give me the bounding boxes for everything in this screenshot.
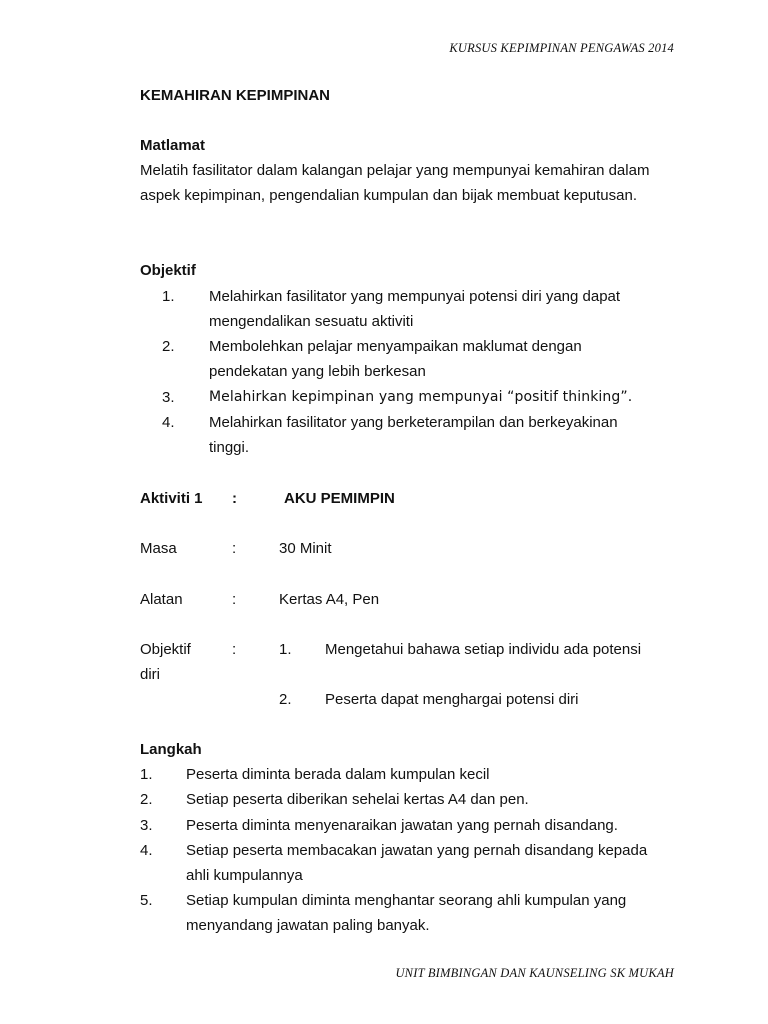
- objektif-item-text: tinggi.: [209, 439, 250, 456]
- langkah-item-number: 2.: [140, 791, 153, 808]
- objektif-item-text: Melahirkan fasilitator yang berketerampilan dan berkeyakinan: [209, 414, 618, 431]
- objektif-item-text: Melahirkan fasilitator yang mempunyai potensi diri yang dapat: [209, 288, 621, 305]
- langkah-item-number: 1.: [140, 766, 153, 783]
- masa-label: Masa: [140, 540, 177, 557]
- objektif-item-number: 4.: [162, 414, 175, 431]
- langkah-item-text: menyandang jawatan paling banyak.: [186, 917, 430, 934]
- page-footer: UNIT BIMBINGAN DAN KAUNSELING SK MUKAH: [395, 966, 674, 980]
- langkah-item-text: Setiap peserta diberikan sehelai kertas A4 dan pen.: [186, 791, 529, 808]
- langkah-item-text: Setiap peserta membacakan jawatan yang pernah disandang kepada: [186, 842, 648, 859]
- langkah-item-text: Setiap kumpulan diminta menghantar seorang ahli kumpulan yang: [186, 892, 627, 909]
- objektif-item-number: 1.: [162, 288, 175, 305]
- document-title: KEMAHIRAN KEPIMPINAN: [140, 87, 331, 104]
- page-header: KURSUS KEPIMPINAN PENGAWAS 2014: [449, 41, 674, 55]
- langkah-item-number: 3.: [140, 817, 153, 834]
- matlamat-heading: Matlamat: [140, 137, 206, 154]
- objektif-item-text: Membolehkan pelajar menyampaikan maklumat dengan: [209, 338, 582, 355]
- alatan-label: Alatan: [140, 591, 183, 608]
- objektif-diri-item-text: Peserta dapat menghargai potensi diri: [325, 691, 579, 708]
- langkah-item-text: ahli kumpulannya: [186, 867, 303, 884]
- langkah-item-text: Peserta diminta menyenaraikan jawatan yang pernah disandang.: [186, 817, 618, 834]
- matlamat-line: Melatih fasilitator dalam kalangan pelajar yang mempunyai kemahiran dalam: [140, 162, 650, 179]
- masa-value: 30 Minit: [279, 540, 332, 557]
- objektif-item-number: 3.: [162, 389, 175, 406]
- objektif-diri-label: Objektif: [140, 641, 191, 658]
- objektif-diri-item-text: Mengetahui bahawa setiap individu ada potensi: [325, 641, 642, 658]
- objektif-heading: Objektif: [140, 262, 196, 279]
- matlamat-line: aspek kepimpinan, pengendalian kumpulan dan bijak membuat keputusan.: [140, 187, 637, 204]
- langkah-heading: Langkah: [140, 741, 202, 758]
- objektif-item-text: Melahirkan kepimpinan yang mempunyai “positif thinking”.: [209, 389, 633, 405]
- aktiviti-label: Aktiviti 1: [140, 490, 203, 507]
- alatan-value: Kertas A4, Pen: [279, 591, 380, 608]
- objektif-item-text: pendekatan yang lebih berkesan: [209, 363, 426, 380]
- objektif-diri-colon: :: [232, 641, 237, 658]
- langkah-item-text: Peserta diminta berada dalam kumpulan kecil: [186, 766, 490, 783]
- langkah-item-number: 4.: [140, 842, 153, 859]
- masa-colon: :: [232, 540, 237, 557]
- langkah-item-number: 5.: [140, 892, 153, 909]
- objektif-item-number: 2.: [162, 338, 175, 355]
- objektif-diri-item-number: 2.: [279, 691, 292, 708]
- objektif-diri-label: diri: [140, 666, 161, 683]
- objektif-diri-item-number: 1.: [279, 641, 292, 658]
- objektif-item-text: mengendalikan sesuatu aktiviti: [209, 313, 414, 330]
- aktiviti-value: AKU PEMIMPIN: [284, 490, 395, 507]
- alatan-colon: :: [232, 591, 237, 608]
- aktiviti-colon: :: [232, 490, 237, 507]
